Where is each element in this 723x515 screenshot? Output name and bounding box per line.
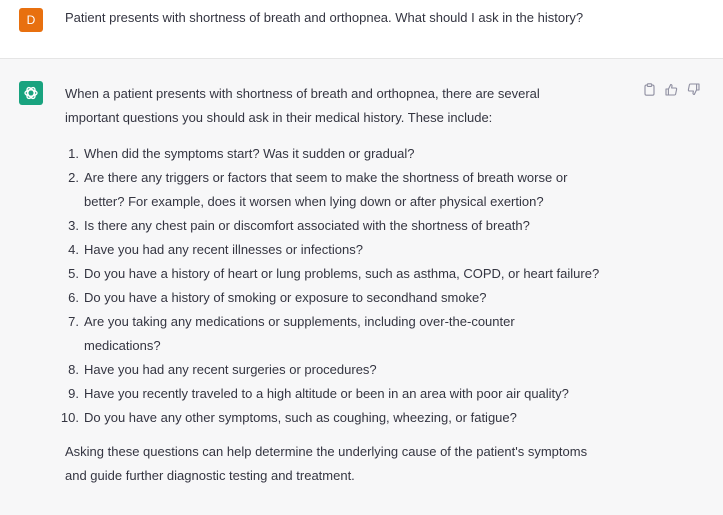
list-item-text: Do you have a history of smoking or exposure to secondhand smoke?: [84, 290, 487, 305]
list-item-number: 3.: [68, 218, 79, 233]
question-list-item: [65, 310, 645, 358]
user-message-text: Patient presents with shortness of breath and orthopnea. What should I ask in the history?: [65, 10, 584, 25]
question-list-item: [65, 166, 645, 214]
question-list: [60, 142, 645, 430]
list-item-text: Are you taking any medications or supplements, including over-the-counter medications?: [84, 314, 515, 353]
list-item-number: 8.: [68, 362, 79, 377]
list-item-text: Have you recently traveled to a high altitude or been in an area with poor air quality?: [84, 386, 569, 401]
question-list-item: [65, 214, 645, 238]
openai-logo-icon: [23, 85, 39, 101]
list-item-text: Is there any chest pain or discomfort associated with the shortness of breath?: [84, 218, 530, 233]
list-item-number: 7.: [68, 314, 79, 329]
thumbs-up-icon[interactable]: [664, 82, 678, 96]
list-item-text: Have you had any recent surgeries or procedures?: [84, 362, 377, 377]
question-list-item: [65, 262, 645, 286]
list-item-number: 1.: [68, 146, 79, 161]
list-item-number: 6.: [68, 290, 79, 305]
question-list-item: [65, 238, 645, 262]
list-item-number: 2.: [68, 170, 79, 185]
list-item-number: 9.: [68, 386, 79, 401]
question-list-item: [65, 286, 645, 310]
user-message-row: [0, 0, 723, 59]
list-item-text: Do you have any other symptoms, such as coughing, wheezing, or fatigue?: [84, 410, 517, 425]
assistant-message-row: [0, 59, 723, 515]
list-item-text: When did the symptoms start? Was it sudden or gradual?: [84, 146, 415, 161]
clipboard-icon[interactable]: [642, 82, 656, 96]
message-actions: [642, 82, 700, 96]
list-item-text: Have you had any recent illnesses or infections?: [84, 242, 363, 257]
user-avatar: D: [19, 8, 43, 32]
question-list-item: [65, 382, 645, 406]
assistant-avatar: [19, 81, 43, 105]
list-item-text: Are there any triggers or factors that seem to make the shortness of breath worse or better? For example, does it worsen when lying down or after physical exertion?: [84, 170, 568, 209]
list-item-text: Do you have a history of heart or lung problems, such as asthma, COPD, or heart failure?: [84, 266, 600, 281]
assistant-intro-text: When a patient presents with shortness of breath and orthopnea, there are several important questions you should ask in their medical history. These include:: [65, 86, 540, 125]
list-item-number: 10.: [60, 410, 79, 425]
question-list-item: [65, 142, 645, 166]
assistant-outro-text: Asking these questions can help determine the underlying cause of the patient's symptoms and guide further diagnostic testing and treatment.: [65, 444, 588, 483]
thumbs-down-icon[interactable]: [686, 82, 700, 96]
list-item-number: 5.: [68, 266, 79, 281]
assistant-message-content: [60, 82, 645, 488]
question-list-item: [60, 406, 645, 430]
question-list-item: [65, 358, 645, 382]
list-item-number: 4.: [68, 242, 79, 257]
